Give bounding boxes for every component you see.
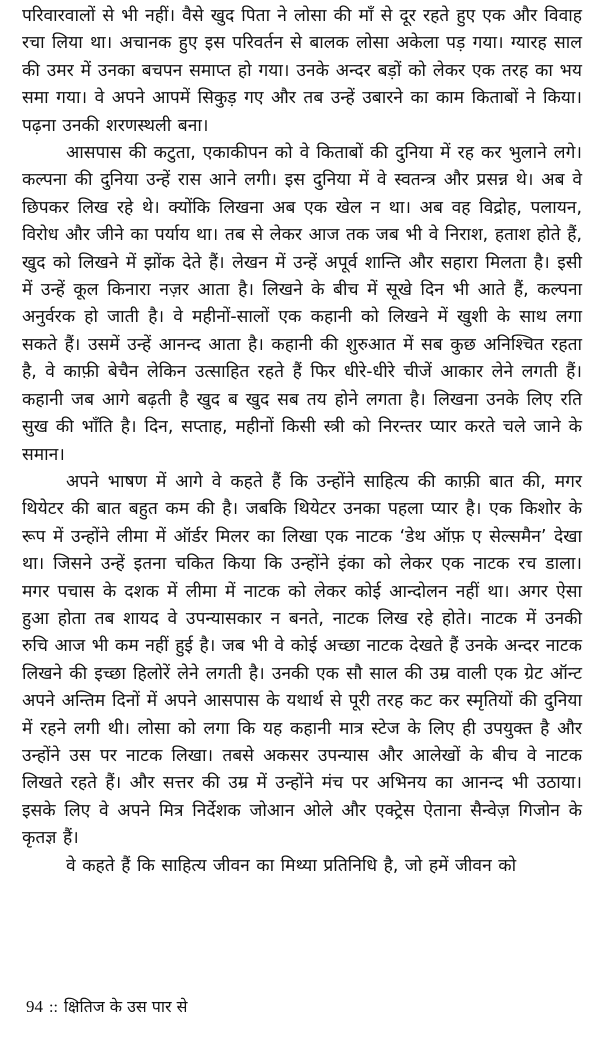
book-title: क्षितिज के उस पार से: [63, 997, 188, 1016]
paragraph-3: अपने भाषण में आगे वे कहते हैं कि उन्होंने साहित्य की काफ़ी बात की, मगर थियेटर की बात बहुत कम की है। जबकि थियेटर उनका पहला प्यार है। एक किशोर के रूप में उन्होंने लीमा में ऑर्डर मिलर का लिखा एक नाटक ‘डेथ ऑफ़ ए सेल्समैन’ देखा था। जिसने उन्हें इतना चकित किया कि उन्होंने इंका को लेकर एक नाटक रच डाला। मगर पचास के दशक में लीमा में नाटक को लेकर कोई आन्दोलन नहीं था। अगर ऐसा हुआ होता तब शायद वे उपन्यासकार न बनते, नाटक लिख रहे होते। नाटक में उनकी रुचि आज भी कम नहीं हुई है। जब भी वे कोई अच्छा नाटक देखते हैं उनके अन्दर नाटक लिखने की इच्छा हिलोरें लेने लगती है। उनकी एक सौ साल की उम्र वाली एक ग्रेट ऑन्ट अपने अन्तिम दिनों में अपने आसपास के यथार्थ से पूरी तरह कट कर स्मृतियों की दुनिया में रहने लगी थी। लोसा को लगा कि यह कहानी मात्र स्टेज के लिए ही उपयुक्त है और उन्होंने उस पर नाटक लिखा। तबसे अकसर उपन्यास और आलेखों के बीच वे नाटक लिखते रहते हैं। और सत्तर की उम्र में उन्होंने मंच पर अभिनय का आनन्द भी उठाया। इसके लिए वे अपने मित्र निर्देशक जोआन ओले और एक्ट्रेस ऐताना सैन्वेज़ गिजोन के कृतज्ञ हैं।: [22, 471, 582, 849]
paragraph-4: वे कहते हैं कि साहित्य जीवन का मिथ्या प्रतिनिधि है, जो हमें जीवन को: [66, 855, 517, 876]
page-number: 94: [26, 997, 43, 1016]
page-footer: [26, 996, 187, 1019]
paragraph-2: आसपास की कटुता, एकाकीपन को वे किताबों की दुनिया में रह कर भुलाने लगे। कल्पना की दुनिया उन्हें रास आने लगी। इस दुनिया में वे स्वतन्त्र और प्रसन्न थे। अब वे छिपकर लिख रहे थे। क्योंकि लिखना अब एक खेल न था। अब वह विद्रोह, पलायन, विरोध और जीने का पर्याय था। तब से लेकर आज तक जब भी वे निराश, हताश होते हैं, खुद को लिखने में झोंक देते हैं। लेखन में उन्हें अपूर्व शान्ति और सहारा मिलता है। इसी में उन्हें कूल किनारा नज़र आता है। लिखने के बीच में सूखे दिन भी आते हैं, कल्पना अनुर्वरक हो जाती है। वे महीनों-सालों एक कहानी को लिखने में खुशी के साथ लगा सकते हैं। उसमें उन्हें आनन्द आता है। कहानी की शुरुआत में सब कुछ अनिश्चित रहता है, वे काफ़ी बेचैन लेकिन उत्साहित रहते हैं फिर धीरे-धीरे चीजें आकार लेने लगती हैं। कहानी जब आगे बढ़ती है खुद ब खुद सब तय होने लगता है। लिखना उनके लिए रति सुख की भाँति है। दिन, सप्ताह, महीनों किसी स्त्री को निरन्तर प्यार करते चले जाने के समान।: [22, 143, 582, 465]
paragraph-1: परिवारवालों से भी नहीं। वैसे खुद पिता ने लोसा की माँ से दूर रहते हुए एक और विवाह रचा लिया था। अचानक हुए इस परिवर्तन से बालक लोसा अकेला पड़ गया। ग्यारह साल की उमर में उनका बचपन समाप्त हो गया। उनके अन्दर बड़ों को लेकर एक तरह का भय समा गया। वे अपने आपमें सिकुड़ गए और तब उन्हें उबारने का काम किताबों ने किया। पढ़ना उनकी शरणस्थली बना।: [22, 6, 582, 136]
page-body: [22, 3, 582, 880]
footer-separator: ::: [49, 999, 58, 1016]
